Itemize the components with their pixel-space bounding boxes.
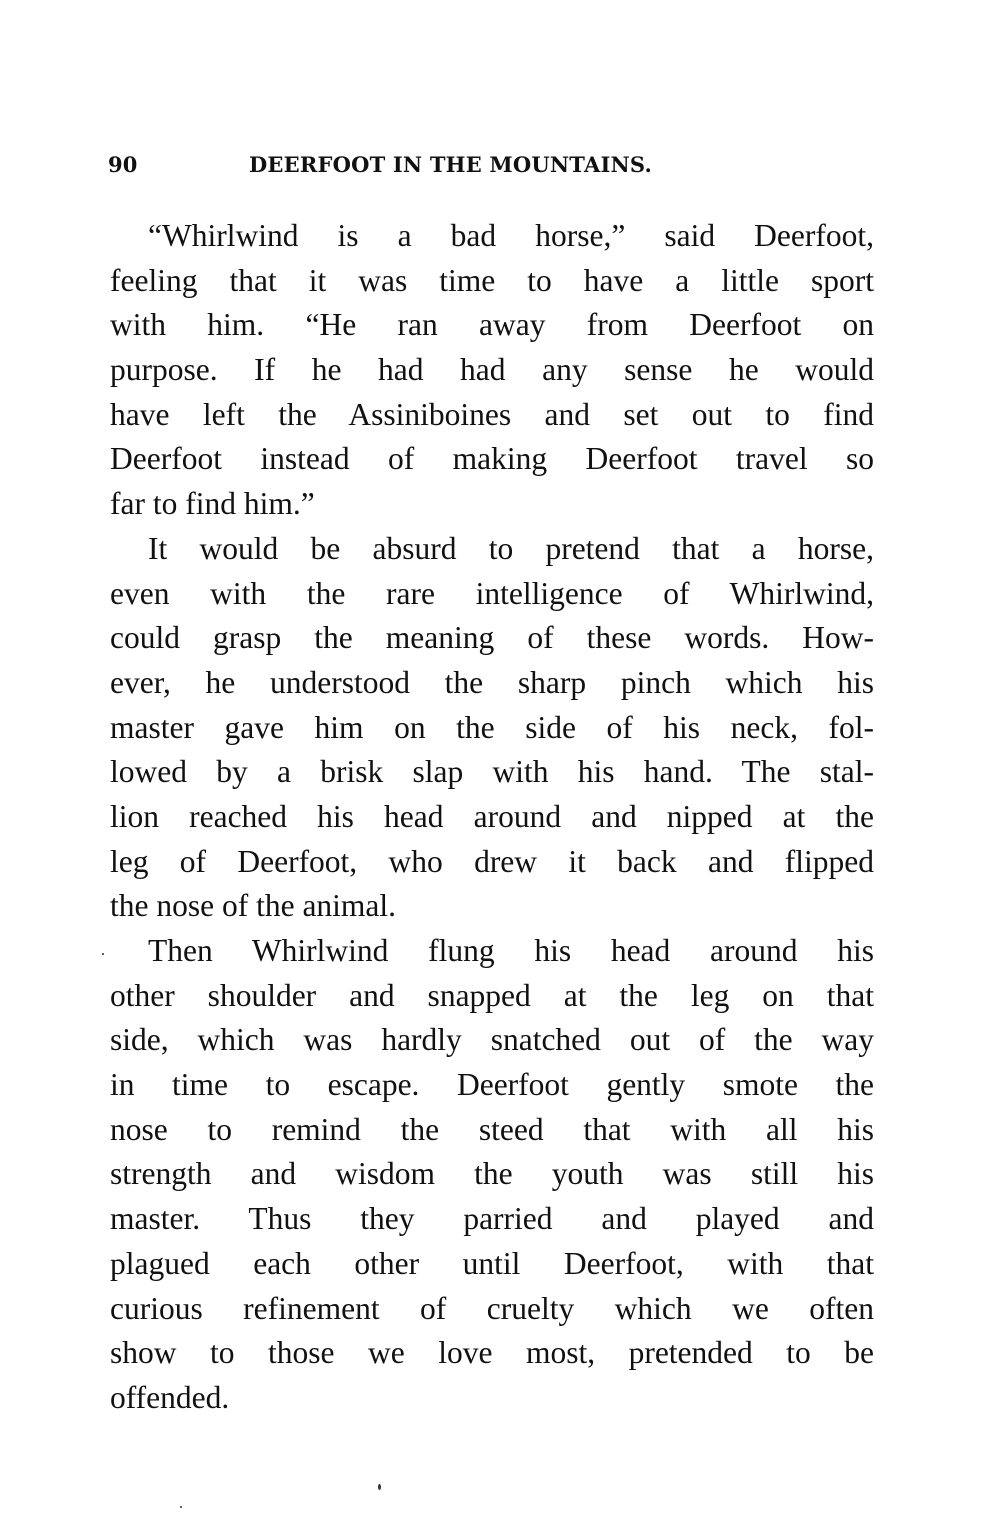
text-line: feeling that it was time to have a little sport — [110, 262, 874, 298]
running-head — [108, 152, 808, 192]
text-line: other shoulder and snapped at the leg on that — [110, 977, 874, 1013]
text-line: It would be absurd to pretend that a horse, — [148, 530, 874, 566]
text-line: could grasp the meaning of these words. How- — [110, 620, 874, 656]
text-line: master. Thus they parried and played and — [110, 1201, 874, 1237]
text-line: with him. “He ran away from Deerfoot on — [110, 307, 874, 343]
text-line: far to find him.” — [110, 486, 315, 522]
text-line: “Whirlwind is a bad horse,” said Deerfoot, — [148, 218, 874, 253]
body-text — [110, 214, 874, 1421]
text-line: offended. — [110, 1379, 230, 1415]
text-line: even with the rare intelligence of Whirlwind, — [110, 575, 874, 611]
text-line: leg of Deerfoot, who drew it back and flipped — [110, 843, 874, 879]
text-line: ever, he understood the sharp pinch which his — [110, 664, 874, 700]
text-line: the nose of the animal. — [110, 888, 397, 924]
text-line: Deerfoot instead of making Deerfoot travel so — [110, 441, 874, 477]
scan-speck — [102, 953, 104, 955]
text-line: lion reached his head around and nipped at the — [110, 798, 874, 834]
page-number: 90 — [108, 152, 138, 177]
text-line: lowed by a brisk slap with his hand. The stal- — [110, 754, 874, 790]
running-title: DEERFOOT IN THE MOUNTAINS. — [249, 152, 652, 177]
text-line: plagued each other until Deerfoot, with that — [110, 1245, 874, 1281]
text-line: side, which was hardly snatched out of the way — [110, 1022, 874, 1058]
scan-speck — [180, 1506, 182, 1508]
text-line: nose to remind the steed that with all his — [110, 1111, 874, 1147]
text-line: Then Whirlwind flung his head around his — [148, 933, 874, 968]
text-line: purpose. If he had had any sense he would — [110, 352, 874, 388]
text-line: in time to escape. Deerfoot gently smote the — [110, 1067, 874, 1103]
text-line: strength and wisdom the youth was still his — [110, 1156, 874, 1192]
text-line: show to those we love most, pretended to be — [110, 1335, 874, 1371]
text-line: master gave him on the side of his neck, fol- — [110, 709, 874, 745]
scan-speck — [378, 1484, 381, 1490]
text-line: have left the Assiniboines and set out to find — [110, 396, 874, 432]
text-line: curious refinement of cruelty which we often — [110, 1290, 874, 1326]
